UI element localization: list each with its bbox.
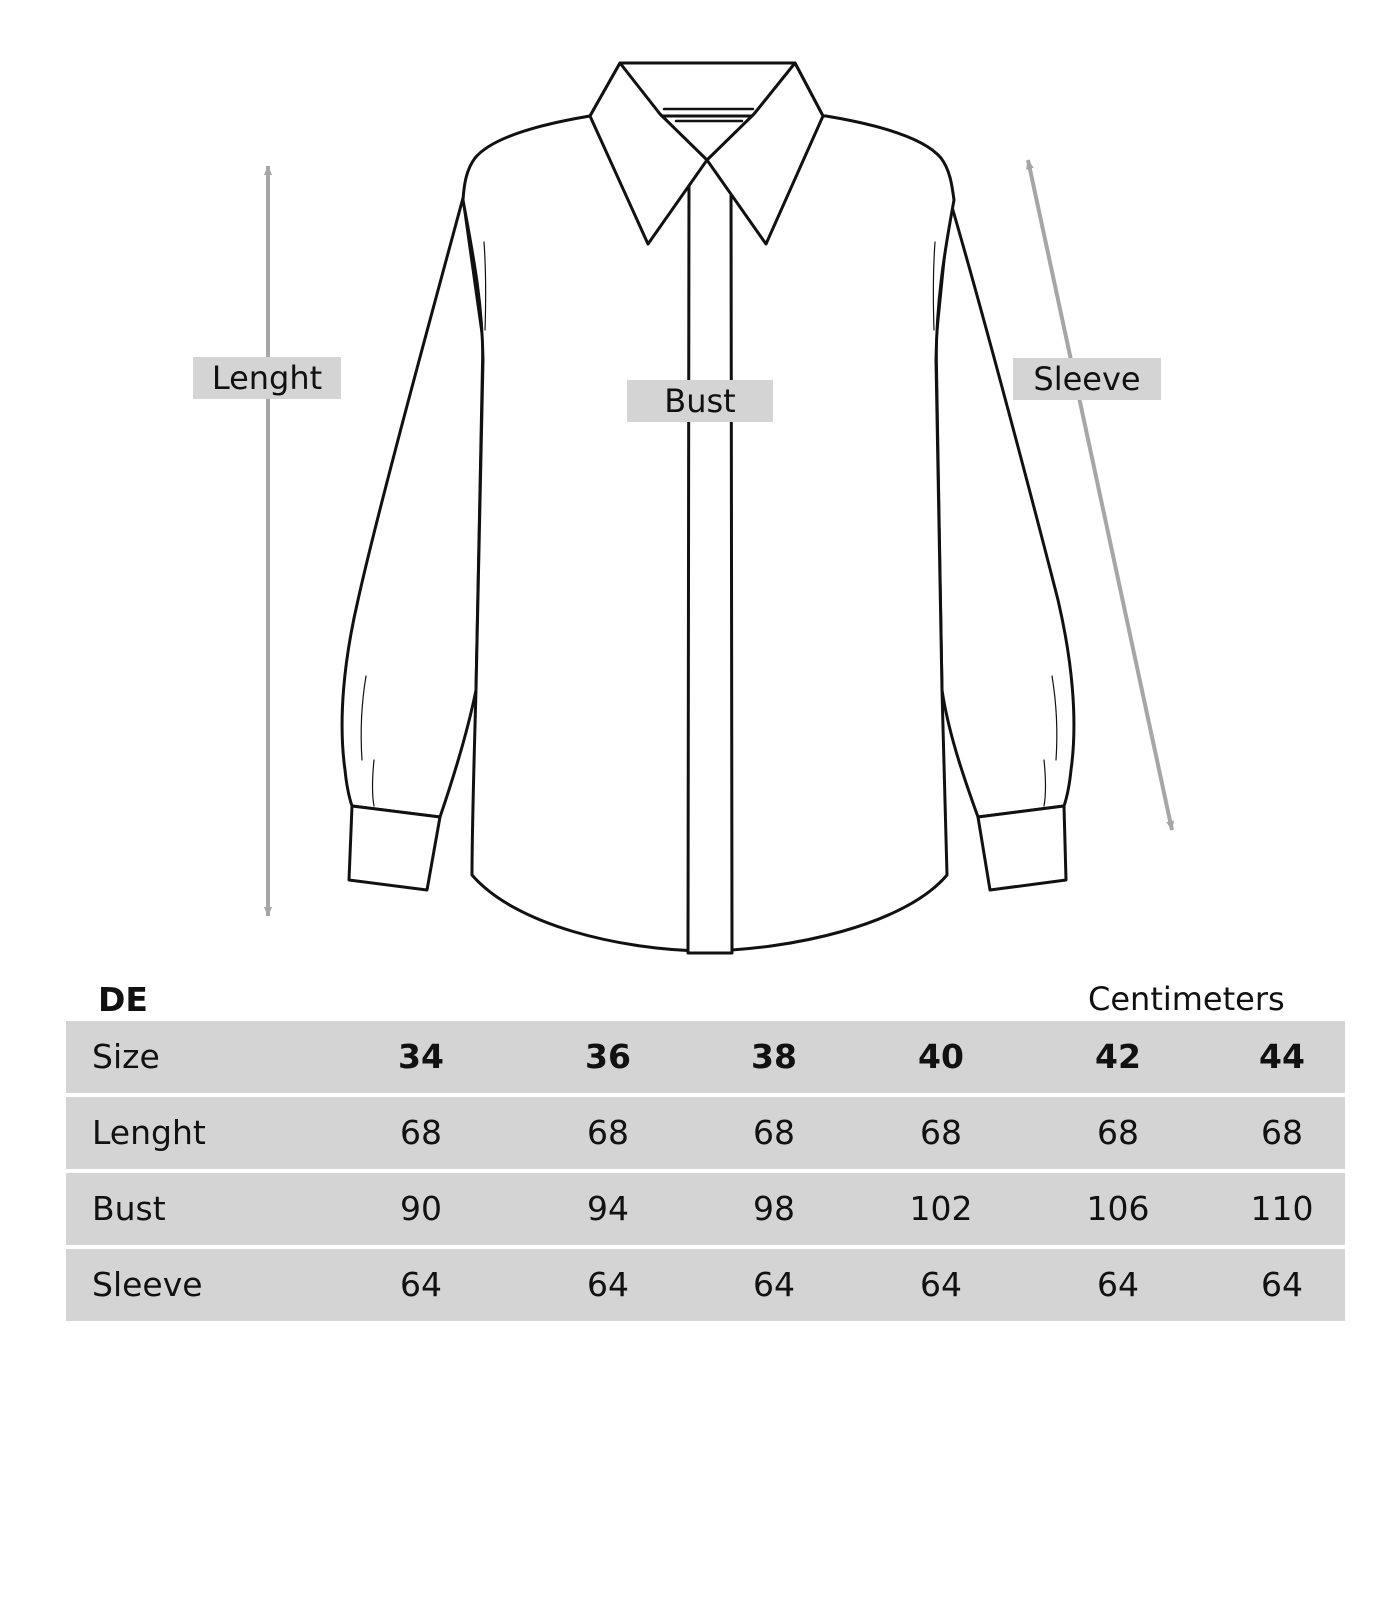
sleeve-label: Sleeve [1013, 358, 1161, 400]
table-cell: 64 [920, 1265, 962, 1304]
size-cell: 38 [751, 1037, 797, 1076]
units-label: Centimeters [1088, 980, 1285, 1018]
row-label: Sleeve [92, 1265, 203, 1304]
bust-label: Bust [627, 380, 773, 422]
size-cell: 36 [585, 1037, 631, 1076]
table-cell: 68 [587, 1113, 629, 1152]
table-cell: 106 [1086, 1189, 1150, 1228]
region-label: DE [98, 980, 148, 1019]
table-cell: 68 [400, 1113, 442, 1152]
row-label: Bust [92, 1189, 166, 1228]
table-cell: 102 [909, 1189, 973, 1228]
length-label: Lenght [193, 357, 341, 399]
table-cell: 64 [753, 1265, 795, 1304]
table-row [66, 1173, 1345, 1245]
table-cell: 68 [753, 1113, 795, 1152]
table-cell: 68 [1097, 1113, 1139, 1152]
table-row [66, 1097, 1345, 1169]
table-cell: 68 [920, 1113, 962, 1152]
table-cell: 64 [1261, 1265, 1303, 1304]
table-cell: 64 [587, 1265, 629, 1304]
table-cell: 98 [753, 1189, 795, 1228]
size-cell: 40 [918, 1037, 964, 1076]
table-cell: 68 [1261, 1113, 1303, 1152]
size-cell: 42 [1095, 1037, 1141, 1076]
table-cell: 94 [587, 1189, 629, 1228]
table-row [66, 1249, 1345, 1321]
size-cell: 34 [398, 1037, 444, 1076]
table-header-row [66, 1021, 1345, 1093]
row-label: Size [92, 1037, 160, 1076]
table-cell: 64 [400, 1265, 442, 1304]
size-table [66, 1021, 1345, 1325]
size-cell: 44 [1259, 1037, 1305, 1076]
placket [688, 160, 732, 953]
table-cell: 64 [1097, 1265, 1139, 1304]
row-label: Lenght [92, 1113, 206, 1152]
table-cell: 90 [400, 1189, 442, 1228]
table-cell: 110 [1250, 1189, 1314, 1228]
